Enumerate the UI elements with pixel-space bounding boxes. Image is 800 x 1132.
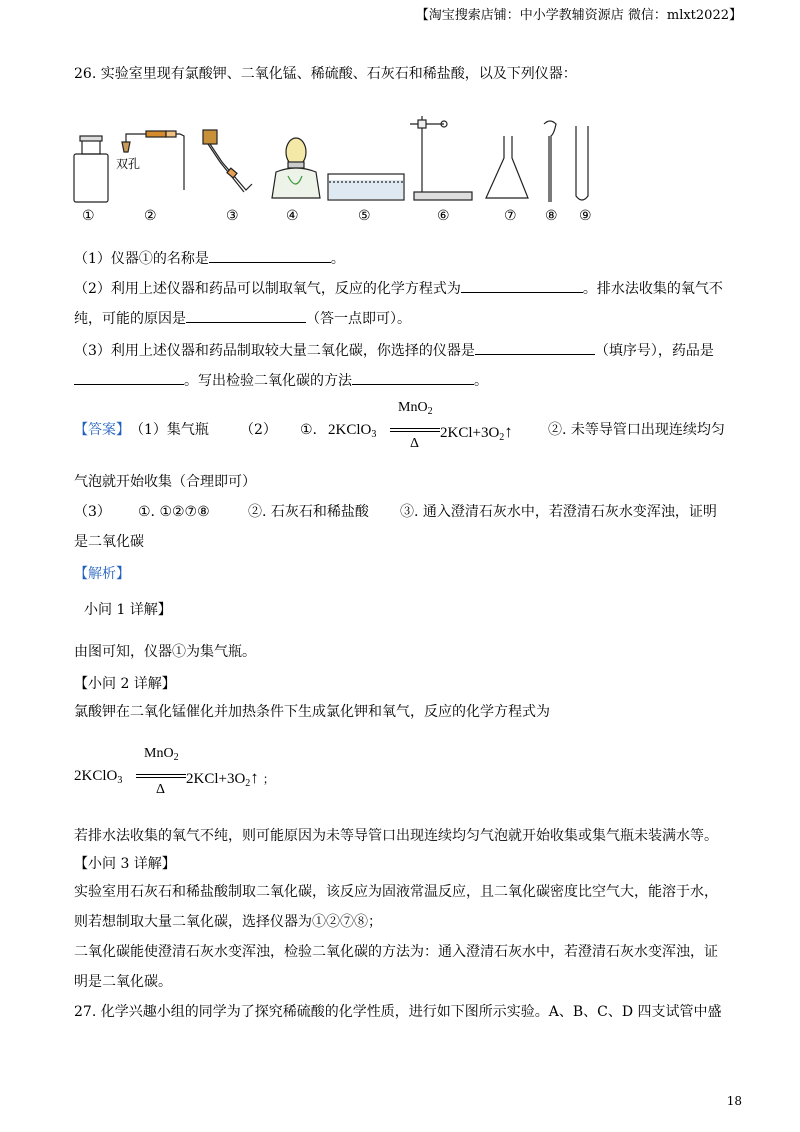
part-1-end: 。 bbox=[330, 251, 345, 267]
water-trough-icon bbox=[328, 174, 404, 200]
part-2-text-2: 纯，可能的原因是 bbox=[74, 311, 186, 327]
part-3-text-2: （填序号），药品是 bbox=[594, 343, 714, 359]
answer-blank bbox=[186, 308, 306, 323]
gas-collecting-bottle-icon bbox=[74, 136, 108, 202]
catalyst-subscript: 2 bbox=[173, 752, 179, 763]
subquestion-3-title: 【小问 3 详解】 bbox=[74, 856, 176, 872]
part-3-text-3: 。写出检验二氧化碳的方法 bbox=[184, 373, 352, 389]
condition: Δ bbox=[156, 782, 166, 797]
equation-semicolon: ； bbox=[262, 772, 275, 786]
product-subscript: 2 bbox=[499, 432, 505, 443]
reactant: 2KClO bbox=[328, 422, 372, 438]
chemical-equation-answer bbox=[328, 400, 528, 460]
subquestion-3-line-1: 实验室用石灰石和稀盐酸制取二氧化碳，该反应为固液常温反应，且二氧化碳密度比空气大，能溶于水， bbox=[74, 884, 718, 900]
question-26-part-3-line-1 bbox=[74, 340, 714, 361]
product: 2KCl+3O bbox=[440, 425, 500, 441]
alcohol-lamp-icon bbox=[272, 138, 320, 198]
instrument-number: ⑥ bbox=[437, 208, 450, 224]
answer-part-2-index: ①. bbox=[300, 422, 318, 438]
answer-blank bbox=[352, 370, 474, 385]
instrument-number: ⑦ bbox=[504, 208, 517, 224]
reactant-subscript: 3 bbox=[371, 429, 377, 440]
reactant: 2KClO bbox=[74, 768, 118, 784]
instrument-number-row bbox=[0, 206, 800, 226]
reactant-subscript: 3 bbox=[117, 775, 123, 786]
answer-part-2-number: （2） bbox=[240, 422, 277, 438]
answer-tag: 【答案】 bbox=[74, 422, 130, 438]
chemical-equation-analysis bbox=[74, 746, 294, 806]
instrument-number: ① bbox=[82, 208, 95, 224]
question-26-part-1 bbox=[74, 248, 345, 269]
condition: Δ bbox=[410, 436, 420, 451]
equation-bar bbox=[136, 774, 186, 778]
instrument-number: ⑨ bbox=[579, 208, 592, 224]
analysis-tag: 【解析】 bbox=[74, 566, 130, 582]
part-2-text-3: （答一点即可）。 bbox=[306, 311, 411, 327]
subquestion-2-text: 氯酸钾在二氧化锰催化并加热条件下生成氯化钾和氧气，反应的化学方程式为 bbox=[74, 704, 550, 720]
product: 2KCl+3O bbox=[186, 771, 246, 787]
answer-blank bbox=[475, 340, 595, 355]
subquestion-1-text: 由图可知，仪器①为集气瓶。 bbox=[74, 644, 256, 660]
question-26-stem: 26. 实验室里现有氯酸钾、二氧化锰、稀硫酸、石灰石和稀盐酸，以及下列仪器： bbox=[74, 66, 577, 82]
subquestion-3-line-2: 则若想制取大量二氧化碳，选择仪器为①②⑦⑧； bbox=[74, 914, 382, 930]
conical-flask-icon bbox=[486, 136, 528, 198]
answer-blank bbox=[74, 370, 184, 385]
question-26-part-2-line-1 bbox=[74, 278, 723, 299]
instrument-number: ⑧ bbox=[545, 208, 558, 224]
subquestion-1-title: 小问 1 详解】 bbox=[84, 602, 172, 618]
answer-part-3-1: ①. ①②⑦⑧ bbox=[138, 504, 210, 520]
answer-part-1: （1）集气瓶 bbox=[130, 422, 209, 438]
part-2-text-cont: 。排水法收集的氧气不 bbox=[582, 281, 723, 297]
page-number: 18 bbox=[726, 1094, 742, 1108]
long-neck-funnel-icon bbox=[544, 121, 556, 202]
answer-blank bbox=[461, 278, 583, 293]
question-26-part-3-line-2 bbox=[74, 370, 488, 391]
test-tube-icon bbox=[576, 126, 588, 200]
subquestion-2-text-2: 若排水法收集的氧气不纯，则可能原因为未等导管口出现连续均匀气泡就开始收集或集气瓶未装满水等。 bbox=[74, 828, 718, 844]
answer-part-3-3: ③. 通入澄清石灰水中，若澄清石灰水变浑浊，证明 bbox=[400, 504, 717, 520]
part-3-text: （3）利用上述仪器和药品制取较大量二氧化碳，你选择的仪器是 bbox=[74, 343, 475, 359]
question-26-part-2-line-2 bbox=[74, 308, 411, 329]
page-header: 【淘宝搜索店铺：中小学教辅资源店 微信：mlxt2022】 bbox=[415, 8, 742, 23]
instrument-number: ② bbox=[144, 208, 157, 224]
instrument-number: ⑤ bbox=[358, 208, 371, 224]
part-2-text: （2）利用上述仪器和药品可以制取氧气，反应的化学方程式为 bbox=[74, 281, 461, 297]
answer-part-2-reason-cont: 气泡就开始收集（合理即可） bbox=[74, 474, 256, 490]
answer-part-3-number: （3） bbox=[74, 504, 111, 520]
product-subscript: 2 bbox=[245, 778, 251, 789]
subquestion-2-title: 【小问 2 详解】 bbox=[74, 676, 176, 692]
iron-stand-icon bbox=[410, 116, 472, 200]
subquestion-3-line-3: 二氧化碳能使澄清石灰水变浑浊，检验二氧化碳的方法为：通入澄清石灰水中，若澄清石灰水变浑浊，证 bbox=[74, 944, 718, 960]
part-1-text: （1）仪器①的名称是 bbox=[74, 251, 209, 267]
catalyst: MnO bbox=[398, 400, 428, 415]
answer-part-3-cont: 是二氧化碳 bbox=[74, 534, 144, 550]
question-27-stem: 27. 化学兴趣小组的同学为了探究稀硫酸的化学性质，进行如下图所示实验。A、B、C、D 四支试管中盛 bbox=[74, 1004, 722, 1020]
part-3-text-4: 。 bbox=[474, 373, 488, 389]
bent-delivery-tube-icon bbox=[203, 130, 252, 192]
subquestion-3-line-4: 明是二氧化碳。 bbox=[74, 974, 172, 990]
gas-arrow: ↑ bbox=[504, 422, 513, 441]
two-hole-label: 双孔 bbox=[116, 157, 141, 171]
gas-arrow: ↑ bbox=[250, 768, 259, 787]
catalyst-subscript: 2 bbox=[427, 406, 433, 417]
catalyst: MnO bbox=[144, 746, 174, 761]
answer-blank bbox=[209, 248, 331, 263]
instrument-number: ③ bbox=[226, 208, 239, 224]
instrument-number: ④ bbox=[286, 208, 299, 224]
equation-bar bbox=[390, 428, 440, 432]
answer-part-2-reason: ②. 未等导管口出现连续均匀 bbox=[548, 422, 725, 438]
answer-part-3-2: ②. 石灰石和稀盐酸 bbox=[248, 504, 369, 520]
